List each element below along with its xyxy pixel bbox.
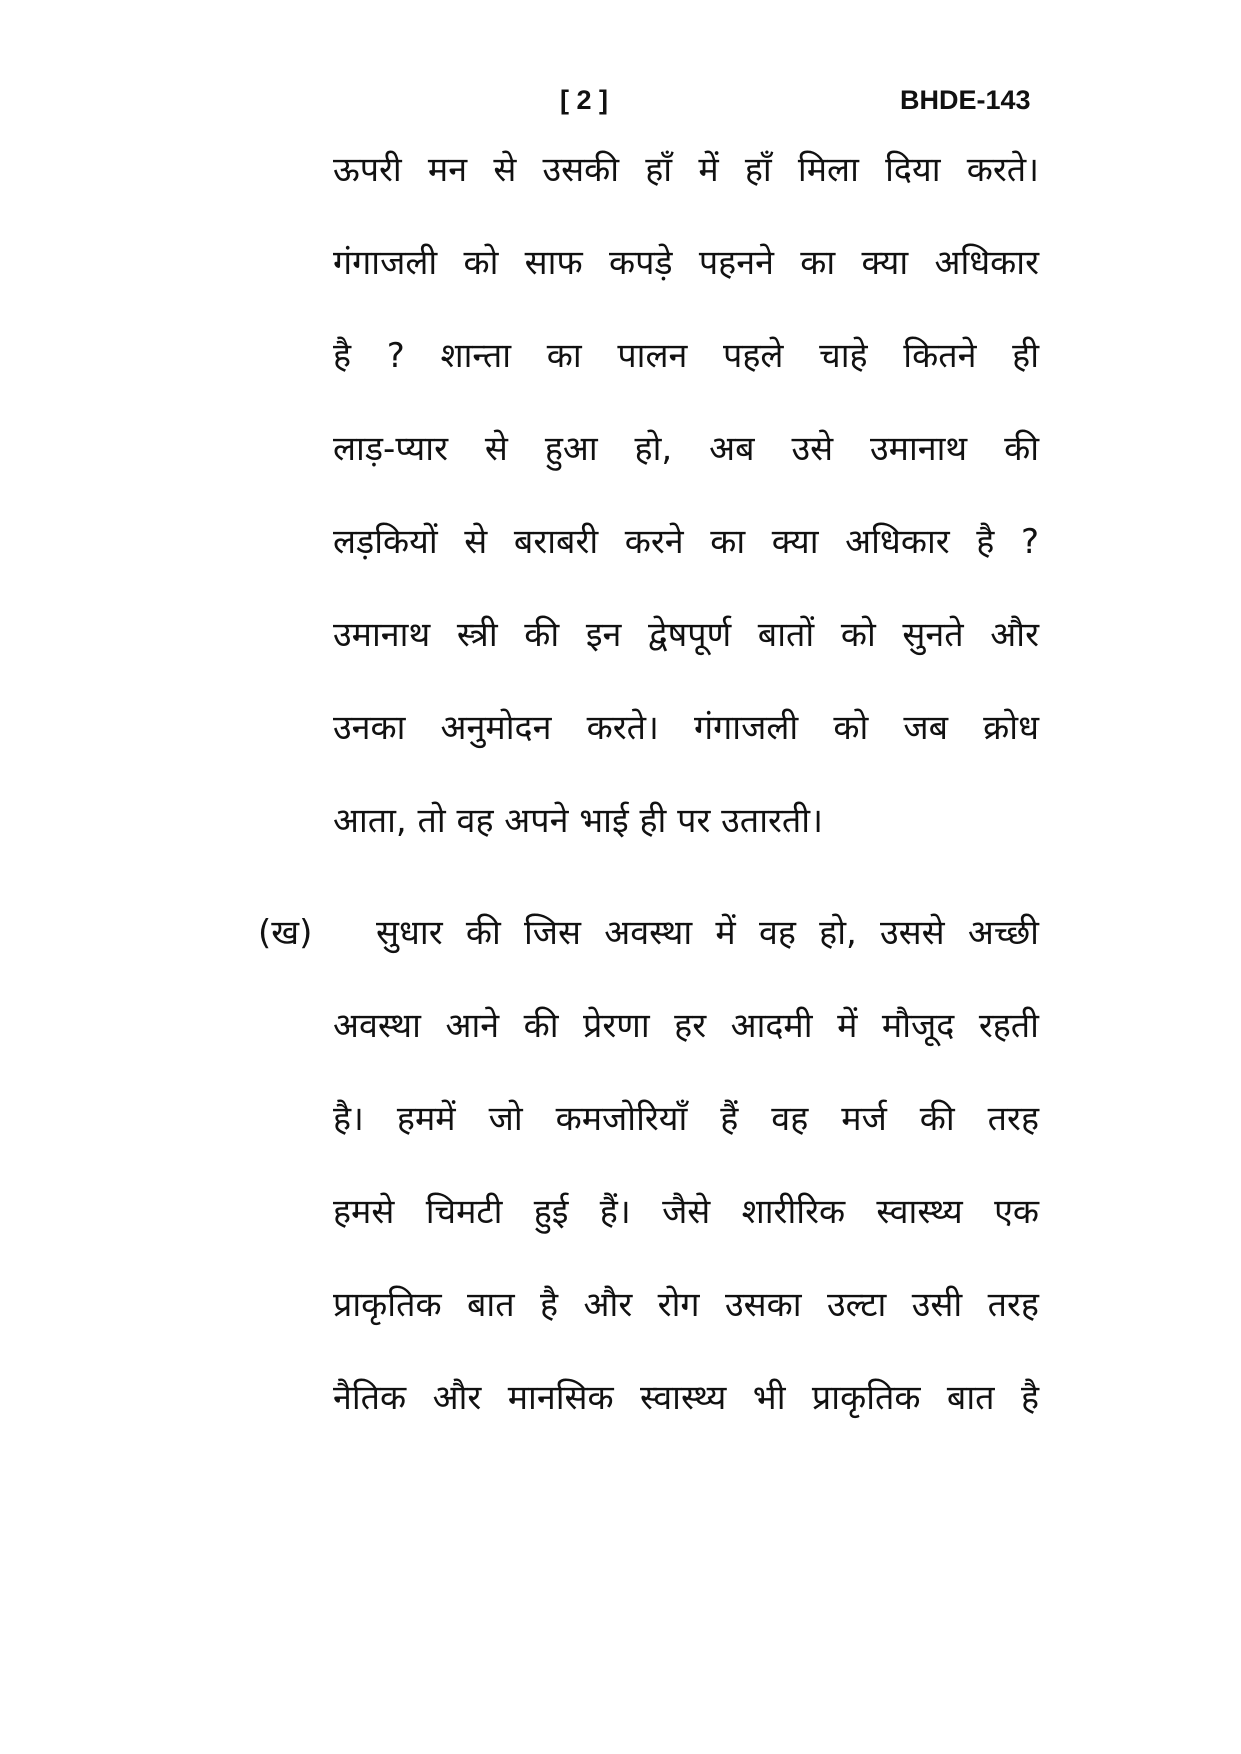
text-line: अवस्था आने की प्रेरणा हर आदमी में मौजूद रहती: [333, 1006, 1039, 1046]
text-line: ऊपरी मन से उसकी हाँ में हाँ मिला दिया करते।: [333, 150, 1039, 190]
text-line: आता, तो वह अपने भाई ही पर उतारती।: [333, 801, 823, 841]
text-line: है। हममें जो कमजोरियाँ हैं वह मर्ज की तरह: [333, 1099, 1039, 1139]
text-line: लाड़-प्यार से हुआ हो, अब उसे उमानाथ की: [333, 429, 1039, 469]
course-code: BHDE-143: [900, 85, 1031, 115]
text-line: है ? शान्ता का पालन पहले चाहे कितने ही: [333, 336, 1039, 376]
text-line: प्राकृतिक बात है और रोग उसका उल्टा उसी तरह: [333, 1285, 1039, 1325]
page-number: [ 2 ]: [560, 85, 609, 115]
text-line: हमसे चिमटी हुई हैं। जैसे शारीरिक स्वास्थ्य एक: [333, 1192, 1039, 1232]
text-line: लड़कियों से बराबरी करने का क्या अधिकार है ?: [333, 522, 1039, 562]
part-label: (ख): [258, 913, 313, 953]
text-line: नैतिक और मानसिक स्वास्थ्य भी प्राकृतिक बात है: [333, 1378, 1039, 1418]
text-line: सुधार की जिस अवस्था में वह हो, उससे अच्छी: [376, 913, 1039, 953]
text-line: उमानाथ स्त्री की इन द्वेषपूर्ण बातों को सुनते और: [333, 615, 1039, 655]
text-line: उनका अनुमोदन करते। गंगाजली को जब क्रोध: [333, 708, 1039, 748]
text-line: गंगाजली को साफ कपड़े पहनने का क्या अधिकार: [333, 243, 1039, 283]
